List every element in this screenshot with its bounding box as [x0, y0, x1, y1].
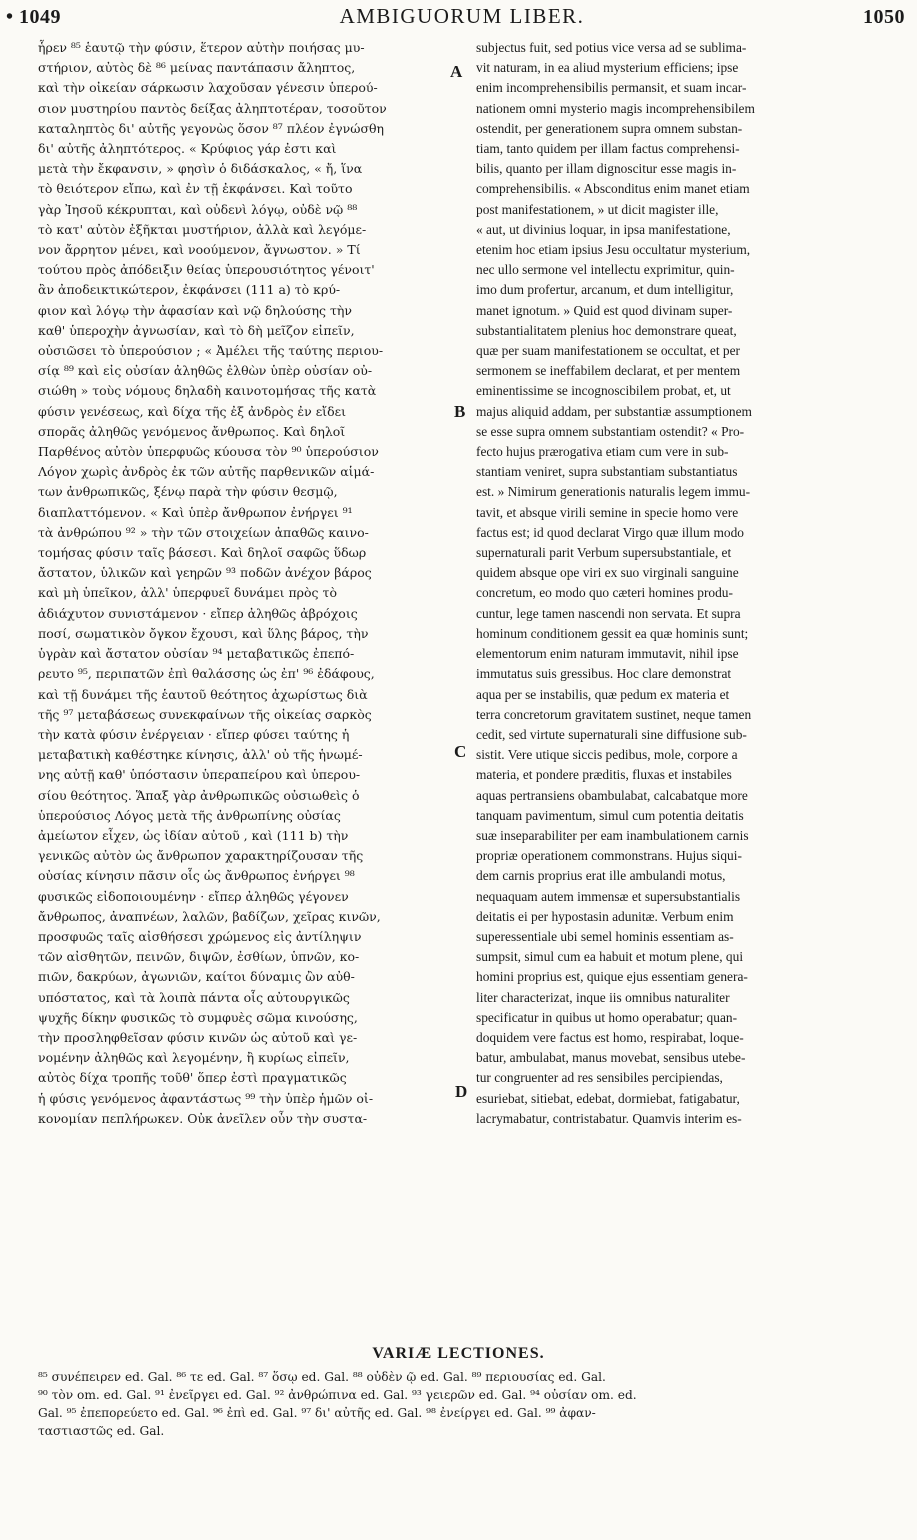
- latin-text-line: manet ignotum. » Quid est quod divinam super-: [476, 302, 733, 318]
- latin-text-line: superessentiale ubi semel hominis essentiam as-: [476, 928, 734, 944]
- greek-text-line: ἄστατον, ὑλικῶν καὶ γεηρῶν ⁹³ ποδῶν ἀνέχον βάρος: [38, 565, 372, 581]
- greek-text-line: ἄνθρωπος, ἀναπνέων, λαλῶν, βαδίζων, χεῖρας κινῶν,: [38, 908, 381, 924]
- greek-text-line: τὸ κατ' αὐτὸν ἐξῆκται μυστήριον, ἀλλὰ καὶ λεγόμε-: [38, 221, 367, 237]
- greek-text-line: σιον μυστηρίου παντὸς δείξας ἀληπτοτέραν, τοσοῦτον: [38, 100, 387, 116]
- greek-text-line: ἧρεν ⁸⁵ ἑαυτῷ τὴν φύσιν, ἕτερον αὐτὴν ποιήσας μυ-: [38, 40, 365, 55]
- greek-text-line: νης αὐτῇ καθ' ὑπόστασιν ὑπεραπείρου καὶ ὑπερου-: [38, 767, 361, 783]
- latin-text-line: factus est; id quod declarat Virgo quæ illum modo: [476, 524, 744, 540]
- latin-text-line: subjectus fuit, sed potius vice versa ad se sublima-: [476, 40, 747, 55]
- latin-text-line: quæ per suam manifestationem se occultat, et per: [476, 343, 741, 359]
- margin-marker-d: D: [455, 1082, 468, 1101]
- latin-text-line: est. » Nimirum generationis naturalis legem immu-: [476, 484, 751, 500]
- right-page-number: 1050: [862, 6, 905, 28]
- greek-text-line: ὑγρὰν καὶ ἄστατον οὐσίαν ⁹⁴ μεταβατικῶς ἐπεπό-: [38, 646, 355, 662]
- latin-text-line: etenim hoc etiam ipsius Jesu occultatur mysterium,: [476, 242, 751, 258]
- greek-text-line: ἂν ἀποδεικτικώτερον, ἐκφάνσει (111 a) τὸ κρύ-: [38, 282, 341, 298]
- margin-marker-b: B: [454, 402, 466, 421]
- latin-text-line: homini proprius est, quique ejus essentiam genera-: [476, 969, 748, 985]
- latin-text-line: batur, ambulabat, manus movebat, sensibus utebe-: [476, 1050, 746, 1066]
- latin-text-line: stantiam veniret, supra substantiam substantiatus: [476, 464, 738, 480]
- latin-text-line: tavit, et absque virili semine in specie homo vere: [476, 504, 739, 520]
- greek-text-line: ποσί, σωματικὸν ὄγκον ἔχουσι, καὶ ὕλης βάρος, τὴν: [38, 625, 369, 641]
- greek-text-line: σπορᾶς ἀληθῶς γενόμενος ἄνθρωπος. Καὶ δηλοῖ: [38, 423, 346, 439]
- greek-text-line: υπόστατος, καὶ τὰ λοιπὰ πάντα οἷς αὐτουργικῶς: [38, 989, 350, 1005]
- latin-text-line: tur congruenter ad res sensibiles percipiendas,: [476, 1070, 723, 1086]
- greek-text-line: σιώθη » τοὺς νόμους δηλαδὴ καινοτομήσας τῆς κατὰ: [38, 383, 377, 399]
- greek-text-line: προσφυῶς ταῖς αἰσθήσεσι χρώμενος εἰς ἀντίληψιν: [38, 928, 362, 944]
- greek-text-line: τὴν προσληφθεῖσαν φύσιν κινῶν ὡς αὐτοῦ καὶ γε-: [38, 1029, 358, 1045]
- greek-text-line: τούτου πρὸς ἀπόδειξιν θείας ὑπερουσιότητος γένοιτ': [38, 262, 375, 278]
- greek-text-line: ρευτο ⁹⁵, περιπατῶν ἐπὶ θαλάσσης ὡς ἐπ' ⁹⁶ ἐδάφους,: [38, 666, 375, 682]
- running-title: AMBIGUORUM LIBER.: [339, 4, 585, 28]
- latin-text-line: tiam, tanto quidem per illam factus comprehensi-: [476, 141, 740, 157]
- latin-text-line: nationem omni mysterio magis incomprehensibilem: [476, 100, 755, 116]
- greek-text-line: μετὰ τὴν ἔκφανσιν, » φησὶν ὁ διδάσκαλος, « ἤ, ἵνα: [38, 161, 363, 177]
- greek-text-line: τῶν αἰσθητῶν, πεινῶν, διψῶν, ἐσθίων, ὑπνῶν, κο-: [38, 949, 360, 965]
- latin-text-line: nec ullo sermone vel intellectu exprimitur, quin-: [476, 262, 735, 278]
- greek-text-line: διαπλαττόμενον. « Καὶ ὑπὲρ ἄνθρωπον ἐνήργει ⁹¹: [38, 504, 353, 520]
- greek-text-line: τὸ θειότερον εἴπω, καὶ ἐν τῇ ἐκφάνσει. Καὶ τοῦτο: [38, 181, 353, 197]
- latin-text-line: dem carnis proprius erat ille ambulandi motus,: [476, 868, 726, 884]
- margin-marker-a: A: [450, 62, 463, 81]
- left-page-number: • 1049: [6, 6, 62, 28]
- greek-text-line: σίου θεότητος. Ἅπαξ γὰρ ἀνθρωπικῶς οὐσιωθεὶς ὁ: [38, 787, 360, 803]
- variant-reading-line: ⁹⁰ τὸν om. ed. Gal. ⁹¹ ἐνεῖργει ed. Gal. ⁹² ἀνθρώπινα ed. Gal. ⁹³ γειερῶν ed. Gal. ⁹⁴ οὐσίαν om. ed.: [38, 1388, 637, 1402]
- greek-text-line: τὰ ἀνθρώπου ⁹² » τὴν τῶν στοιχείων ἀπαθῶς καινο-: [38, 524, 369, 540]
- latin-text-line: sermonem se ineffabilem declarat, et per mentem: [476, 363, 741, 379]
- latin-text-line: specificatur in quibus ut homo operabatur; quan-: [476, 1009, 738, 1025]
- latin-text-line: hominum conditionem gessit ea quæ hominis sunt;: [476, 625, 749, 641]
- greek-text-line: ἀδιάχυτον συνιστάμενον · εἴπερ ἀληθῶς ἀβρόχοις: [38, 605, 358, 621]
- margin-marker-c: C: [454, 742, 467, 761]
- latin-text-line: bilis, quanto per illam dignoscitur esse magis in-: [476, 161, 737, 177]
- latin-text-column: [476, 38, 880, 1129]
- latin-text-line: aquas pertransiens obambulabat, calcabatque more: [476, 787, 748, 803]
- greek-text-line: ἀμείωτον εἶχεν, ὡς ἰδίαν αὐτοῦ , καὶ (111 b) τὴν: [38, 827, 349, 843]
- greek-text-line: τὴν κατὰ φύσιν ἐνέργειαν · εἴπερ φύσει ταύτης ἡ: [38, 726, 350, 742]
- latin-text-line: materia, et pondere præditis, fluxas et instabiles: [476, 767, 732, 783]
- page-header: [6, 4, 905, 30]
- latin-text-line: ostendit, per generationem supra omnem substan-: [476, 120, 743, 136]
- greek-text-line: καὶ τὴν οἰκείαν σάρκωσιν λαχοῦσαν γένεσιν ὑπερού-: [38, 80, 378, 96]
- greek-text-line: Παρθένος αὐτὸν ὑπερφυῶς κύουσα τὸν ⁹⁰ ὑπερούσιον: [38, 444, 379, 460]
- latin-text-line: elementorum enim naturam immutavit, nihil ipse: [476, 646, 739, 662]
- greek-text-line: γὰρ Ἰησοῦ κέκρυπται, καὶ οὐδενὶ λόγῳ, οὐδὲ νῷ ⁸⁸: [38, 201, 358, 217]
- latin-text-line: terra concretorum gravitatem sustinet, neque tamen: [476, 706, 752, 722]
- greek-text-line: ὑπερούσιος Λόγος μετὰ τῆς ἀνθρωπίνης οὐσίας: [38, 807, 341, 823]
- greek-text-line: καὶ μὴ ὑπεῖκον, ἀλλ' ὑπερφυεῖ δυνάμει πρὸς τὸ: [38, 585, 337, 601]
- greek-text-line: ψυχῆς δίκην φυσικῶς τὸ συμφυὲς σῶμα κινούσης,: [38, 1009, 358, 1025]
- greek-text-line: κονομίαν πεπλήρωκεν. Οὐκ ἀνεῖλεν οὖν τὴν συστα-: [38, 1110, 368, 1126]
- greek-text-line: Λόγον χωρὶς ἀνδρὸς ἐκ τῶν αὐτῆς παρθενικῶν αἱμά-: [38, 464, 375, 480]
- greek-text-line: φύσιν γενέσεως, καὶ δίχα τῆς ἐξ ἀνδρὸς ἐν εἴδει: [38, 403, 346, 419]
- latin-text-line: cedit, sed virtute supernaturali sine diffusione sub-: [476, 726, 747, 742]
- latin-text-line: doquidem vere factus est homo, respirabat, loque-: [476, 1029, 744, 1045]
- latin-text-line: enim incomprehensibilis permansit, et suam incar-: [476, 80, 747, 96]
- latin-text-line: vit naturam, in ea aliud mysterium efficiens; ipse: [476, 60, 739, 76]
- greek-text-line: καὶ τῇ δυνάμει τῆς ἑαυτοῦ θεότητος ἀχωρίστως διὰ: [38, 686, 368, 702]
- greek-text-line: μεταβατικὴ καθέστηκε κίνησις, ἀλλ' οὐ τῆς ἡνωμέ-: [38, 747, 363, 763]
- latin-text-line: aqua per se instabilis, quæ pedum ex materia et: [476, 686, 730, 702]
- greek-text-line: ἡ φύσις γενόμενος ἀφαντάστως ⁹⁹ τὴν ὑπὲρ ἡμῶν οἰ-: [38, 1090, 374, 1106]
- latin-text-line: liter characterizat, inque iis omnibus naturaliter: [476, 989, 730, 1005]
- latin-text-line: imo dum profertur, arcanum, et dum intelligitur,: [476, 282, 734, 298]
- greek-text-line: φιον καὶ λόγῳ τὴν ἀφασίαν καὶ νῷ δηλούσης τὴν: [38, 302, 352, 318]
- latin-text-line: esuriebat, sitiebat, edebat, dormiebat, fatigabatur,: [476, 1090, 740, 1106]
- latin-text-line: se esse supra omnem substantiam ostendit? « Pro-: [476, 423, 745, 439]
- greek-text-line: δι' αὐτῆς ἀληπτότερος. « Κρύφιος γάρ ἐστι καὶ: [38, 141, 337, 157]
- greek-text-line: σίᾳ ⁸⁹ καὶ εἰς οὐσίαν ἀληθῶς ἐλθὼν ὑπὲρ οὐσίαν οὐ-: [38, 363, 373, 379]
- latin-text-line: substantialitatem plenius hoc demonstrare queat,: [476, 322, 737, 338]
- greek-text-line: γενικῶς αὐτὸν ὡς ἄνθρωπον χαρακτηρίζουσαν τῆς: [38, 848, 364, 864]
- latin-text-line: tanquam pavimentum, simul cum potentia deitatis: [476, 807, 744, 823]
- variant-reading-line: Gal. ⁹⁵ ἐπεπορεύετο ed. Gal. ⁹⁶ ἐπὶ ed. Gal. ⁹⁷ δι' αὐτῆς ed. Gal. ⁹⁸ ἐνείργει ed. Gal. ⁹⁹ ἀφαν-: [38, 1406, 596, 1420]
- latin-text-line: immutatus suis gressibus. Hoc clare demonstrat: [476, 666, 732, 682]
- latin-text-line: eminentissime se incognoscibilem probat, et, ut: [476, 383, 731, 399]
- greek-text-line: φυσικῶς εἰδοποιουμένην · εἴπερ ἀληθῶς γέγονεν: [38, 888, 349, 904]
- latin-text-line: propriæ operationem commonstrans. Hujus siqui-: [476, 848, 742, 864]
- greek-text-line: τομήσας φύσιν ταῖς βάσεσι. Καὶ δηλοῖ σαφῶς ὕδωρ: [38, 545, 367, 561]
- greek-text-column: [38, 38, 446, 1129]
- greek-text-line: τῆς ⁹⁷ μεταβάσεως συνεκφαίνων τῆς οἰκείας σαρκὸς: [38, 706, 372, 722]
- latin-text-line: sistit. Vere utique siccis pedibus, mole, corpore a: [476, 747, 738, 763]
- greek-text-line: των ἀνθρωπικῶς, ξένῳ παρὰ τὴν φύσιν θεσμῷ,: [38, 484, 338, 500]
- variae-lectiones: [38, 1368, 884, 1440]
- latin-text-line: post manifestationem, » ut dicit magister ille,: [476, 201, 719, 217]
- latin-text-line: fecto hujus prærogativa etiam cum vere in sub-: [476, 444, 729, 460]
- latin-text-line: concretum, eo modo quo cæteri homines produ-: [476, 585, 733, 601]
- variae-lectiones-title: VARIÆ LECTIONES.: [372, 1345, 545, 1362]
- greek-text-line: πιῶν, δακρύων, ἀγωνιῶν, καίτοι δύναμις ὢν αὐθ-: [38, 969, 355, 985]
- greek-text-line: στήριον, αὐτὸς δὲ ⁸⁶ μείνας παντάπασιν ἄληπτος,: [38, 60, 356, 76]
- latin-text-line: quidem absque ope viri ex suo virginali sanguine: [476, 565, 739, 581]
- latin-text-line: sumpsit, simul cum ea habuit et motum plene, qui: [476, 949, 744, 965]
- latin-text-line: supernaturali parit Verbum supersubstantiale, et: [476, 545, 732, 561]
- latin-text-line: cuntur, lege tamen nascendi non servata. Et supra: [476, 605, 741, 621]
- latin-text-line: comprehensibilis. « Absconditus enim manet etiam: [476, 181, 750, 197]
- greek-text-line: νομένην ἀληθῶς καὶ λεγομένην, ἢ κυρίως εἰπεῖν,: [38, 1050, 350, 1066]
- greek-text-line: οὐσιῶσει τὸ ὑπερούσιον ; « Ἀμέλει τῆς ταύτης περιου-: [38, 343, 384, 359]
- latin-text-line: nequaquam autem immensæ et supersubstantialis: [476, 888, 741, 904]
- greek-text-line: καταληπτὸς δι' αὐτῆς γεγονὼς ὅσον ⁸⁷ πλέον ἐγνώσθη: [38, 120, 384, 136]
- latin-text-line: majus aliquid addam, per substantiæ assumptionem: [476, 403, 752, 419]
- greek-text-line: νον ἄρρητον μένει, καὶ νοούμενον, ἄγνωστον. » Τί: [38, 242, 361, 258]
- variant-reading-line: ταστιαστῶς ed. Gal.: [38, 1424, 165, 1438]
- latin-text-line: lacrymabatur, contristabatur. Quamvis interim es-: [476, 1110, 742, 1126]
- greek-text-line: αὐτὸς δίχα τροπῆς τοῦθ' ὅπερ ἐστὶ πραγματικῶς: [38, 1070, 347, 1086]
- latin-text-line: « aut, ut divinius loquar, in ipsa manifestatione,: [476, 221, 731, 237]
- latin-text-line: deitatis ei per hypostasin adunitæ. Verbum enim: [476, 908, 734, 924]
- latin-text-line: suæ inseparabiliter per eam inambulationem carnis: [476, 827, 749, 843]
- variant-reading-line: ⁸⁵ συνέπειρεν ed. Gal. ⁸⁶ τε ed. Gal. ⁸⁷ ὅσῳ ed. Gal. ⁸⁸ οὐδὲν ῷ ed. Gal. ⁸⁹ περιουσίας ed. Gal.: [38, 1370, 606, 1384]
- greek-text-line: οὐσίας κίνησιν πᾶσιν οἷς ὡς ἄνθρωπος ἐνήργει ⁹⁸: [38, 868, 355, 884]
- greek-text-line: καθ' ὑπεροχὴν ἀγνωσίαν, καὶ τὸ δὴ μεῖζον εἰπεῖν,: [38, 322, 355, 338]
